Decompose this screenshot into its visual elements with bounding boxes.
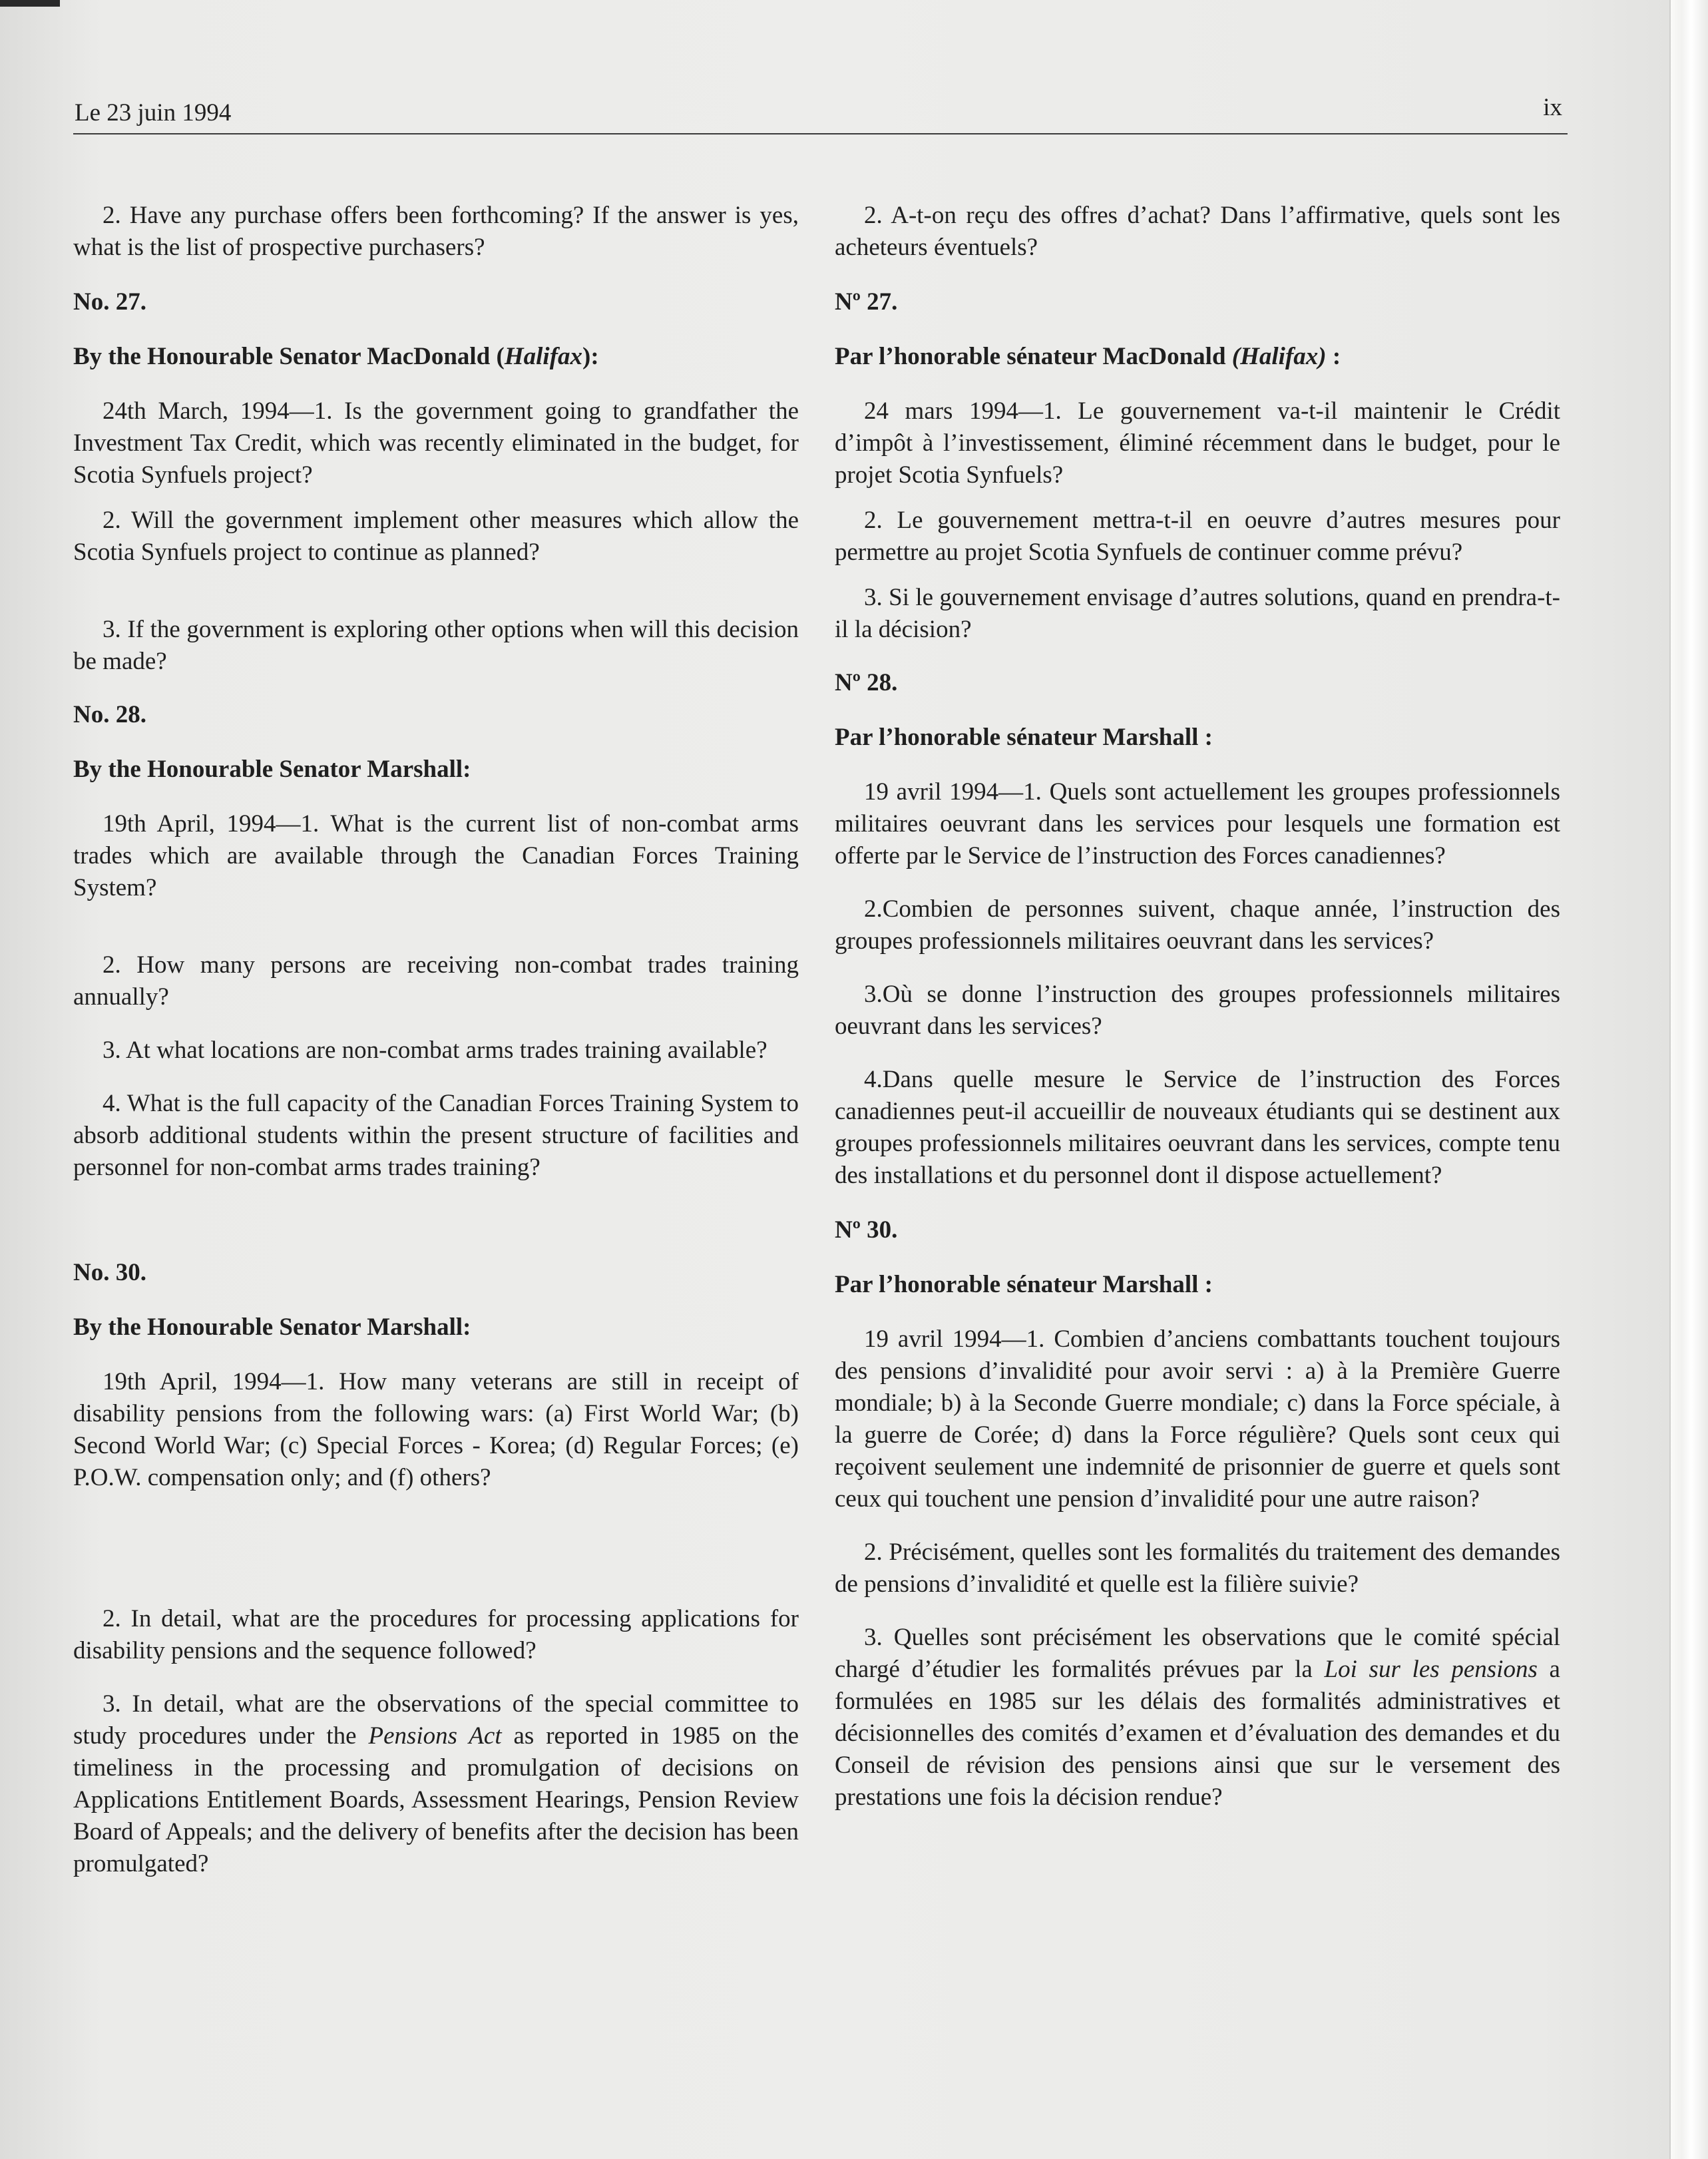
question-27-part-1: 24th March, 1994—1. Is the government going to grandfather the Investment Tax Credit, which was recently eliminated in the budget, for Scotia Synfuels project? bbox=[73, 397, 799, 489]
page-edge bbox=[1669, 0, 1708, 2159]
question-30-part-2: 2. In detail, what are the procedures for processing applications for disability pensions and the sequence followed? bbox=[73, 1605, 799, 1664]
question-30-part-3 bbox=[73, 1688, 799, 1880]
question-28-part-3: 3. At what locations are non-combat arms trades training available? bbox=[103, 1037, 767, 1064]
question-28-author-fr: Par l’honorable sénateur Marshall : bbox=[835, 724, 1213, 751]
author-prefix: By the Honourable Senator MacDonald ( bbox=[73, 343, 505, 370]
question-27-part-2-fr: 2. Le gouvernement mettra-t-il en oeuvre d’autres mesures pour permettre au projet Scotia Synfuels de continuer comme prévu? bbox=[835, 507, 1560, 566]
text-before-act-fr: 3. Quelles sont précisément les observations que le comité spécial chargé d’étudier les formalités prévues par la bbox=[835, 1624, 1560, 1683]
text-after-act: as reported in 1985 on the timeliness in the processing and promulgation of decisions on Applications Entitlement Boards, Assessment Hearings, Pension Review Board of Appeals; and the delivery of benefits after the decision has been promulgated? bbox=[73, 1722, 799, 1877]
act-title: Pensions Act bbox=[368, 1722, 502, 1750]
question-28-part-2-fr: 2.Combien de personnes suivent, chaque année, l’instruction des groupes professionnels militaires oeuvrant dans les services? bbox=[835, 895, 1560, 955]
author-place: Halifax bbox=[504, 343, 583, 370]
question-30-author: By the Honourable Senator Marshall: bbox=[73, 1314, 471, 1341]
question-28-part-3-fr: 3.Où se donne l’instruction des groupes professionnels militaires oeuvrant dans les services? bbox=[835, 981, 1560, 1040]
question-26-part-2-fr: 2. A-t-on reçu des offres d’achat? Dans l’affirmative, quels sont les acheteurs éventuels? bbox=[835, 202, 1560, 261]
question-28-author: By the Honourable Senator Marshall: bbox=[73, 756, 471, 783]
question-28-part-4: 4. What is the full capacity of the Canadian Forces Training System to absorb additional students within the present structure of facilities and personnel for non-combat arms trades training? bbox=[73, 1090, 799, 1181]
question-28-part-2: 2. How many persons are receiving non-combat trades training annually? bbox=[73, 951, 799, 1011]
question-27-author-fr bbox=[835, 341, 1560, 373]
question-number-27-fr: Nº 27. bbox=[835, 288, 898, 316]
question-30-part-1-fr: 19 avril 1994—1. Combien d’anciens combattants touchent toujours des pensions d’invalidité pour avoir servi : a) à la Première Guerre mondiale; b) à la Seconde Guerre mondiale; c) dans la Force spéciale, à la guerre de Corée; d) dans la Force régulière? Quels sont ceux qui reçoivent seulement une indemnité de prisonnier de guerre et quels sont ceux qui touchent une pension d’invalidité pour une autre raison? bbox=[835, 1325, 1560, 1513]
question-27-part-1-fr: 24 mars 1994—1. Le gouvernement va-t-il maintenir le Crédit d’impôt à l’investissement, éliminé récemment dans le budget, pour le projet Scotia Synfuels? bbox=[835, 397, 1560, 489]
text-before-act: 3. In detail, what are the observations of the special committee to study procedures under the bbox=[73, 1690, 799, 1750]
question-28-part-1: 19th April, 1994—1. What is the current list of non-combat arms trades which are available through the Canadian Forces Training System? bbox=[73, 810, 799, 901]
author-prefix-fr: Par l’honorable sénateur MacDonald bbox=[835, 343, 1232, 370]
question-number-28-fr: Nº 28. bbox=[835, 669, 898, 696]
question-number-28: No. 28. bbox=[73, 701, 146, 728]
question-27-part-2: 2. Will the government implement other measures which allow the Scotia Synfuels project to continue as planned? bbox=[73, 507, 799, 566]
question-27-part-3-fr: 3. Si le gouvernement envisage d’autres solutions, quand en prendra-t-il la décision? bbox=[835, 584, 1560, 643]
english-column bbox=[73, 200, 799, 1880]
question-30-part-2-fr: 2. Précisément, quelles sont les formalités du traitement des demandes de pensions d’invalidité et quelle est la filière suivie? bbox=[835, 1539, 1560, 1598]
act-title-fr: Loi sur les pensions bbox=[1324, 1656, 1538, 1683]
text-after-act-fr: a formulées en 1985 sur les délais des formalités administratives et décisionnelles des comités d’examen et d’évaluation des demandes et du Conseil de révision des pensions ainsi que sur le versement des prestations une fois la décision rendue? bbox=[835, 1656, 1560, 1811]
author-suffix-fr: : bbox=[1326, 343, 1341, 370]
question-26-part-2: 2. Have any purchase offers been forthcoming? If the answer is yes, what is the list of prospective purchasers? bbox=[73, 202, 799, 261]
page-number: ix bbox=[1543, 94, 1562, 121]
header-date: Le 23 juin 1994 bbox=[75, 99, 232, 126]
question-27-author bbox=[73, 341, 799, 373]
author-place-fr: (Halifax) bbox=[1231, 343, 1327, 370]
question-number-30: No. 30. bbox=[73, 1259, 146, 1286]
question-number-27: No. 27. bbox=[73, 288, 146, 316]
question-28-part-1-fr: 19 avril 1994—1. Quels sont actuellement les groupes professionnels militaires oeuvrant dans les services pour lesquels une formation est offerte par le Service de l’instruction des Forces canadiennes? bbox=[835, 778, 1560, 869]
question-30-part-3-fr bbox=[835, 1622, 1560, 1813]
scan-corner-mark bbox=[0, 0, 60, 7]
author-suffix: ): bbox=[582, 343, 599, 370]
question-number-30-fr: Nº 30. bbox=[835, 1216, 898, 1244]
question-27-part-3: 3. If the government is exploring other options when will this decision be made? bbox=[73, 616, 799, 675]
question-30-part-1: 19th April, 1994—1. How many veterans are still in receipt of disability pensions from the following wars: (a) First World War; (b) Second World War; (c) Special Forces - Korea; (d) Regular Forces; (e) P.O.W. compensation only; and (f) others? bbox=[73, 1368, 799, 1491]
french-column bbox=[835, 200, 1560, 1813]
running-head bbox=[73, 93, 1568, 134]
question-30-author-fr: Par l’honorable sénateur Marshall : bbox=[835, 1271, 1213, 1298]
question-28-part-4-fr: 4.Dans quelle mesure le Service de l’instruction des Forces canadiennes peut-il accueillir de nouveaux étudiants qui se destinent aux groupes professionnels militaires oeuvrant dans les services, compte tenu des installations et du personnel dont il dispose actuellement? bbox=[835, 1066, 1560, 1189]
